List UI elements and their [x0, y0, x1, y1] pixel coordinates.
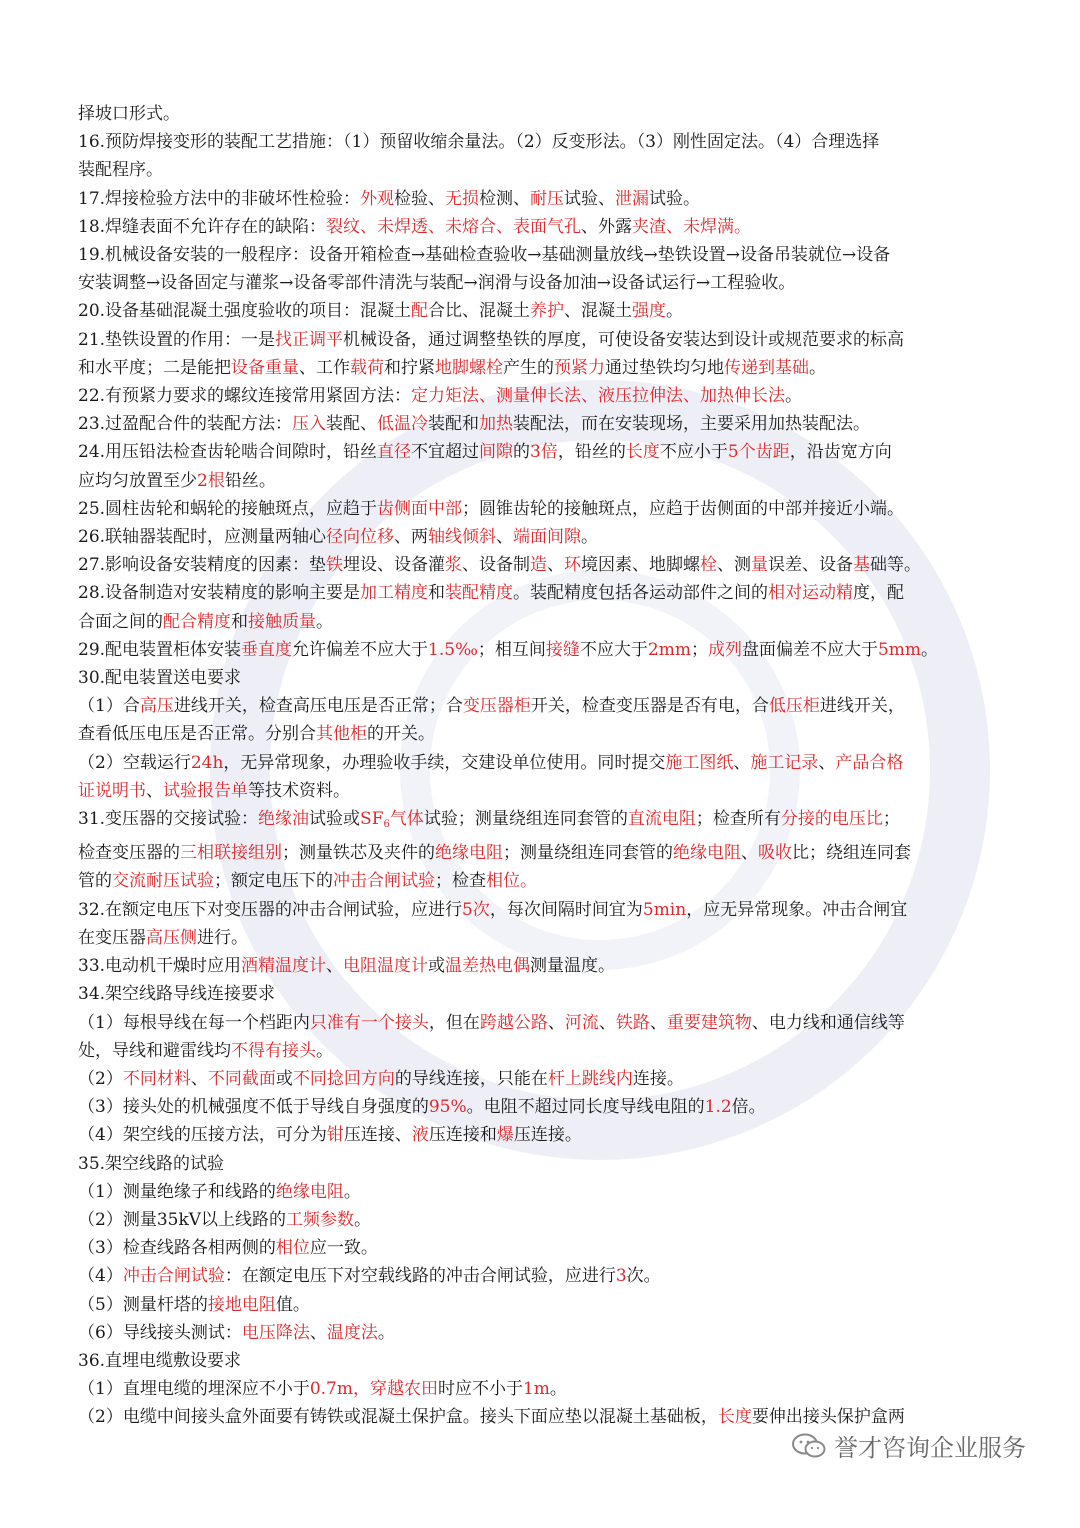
- highlight-text: 温差热电偶: [445, 956, 531, 977]
- body-text: ；: [690, 639, 708, 660]
- body-text: 、两: [394, 527, 429, 548]
- text-line: [78, 1234, 1008, 1262]
- text-line: [78, 896, 1008, 924]
- body-text: 和: [428, 583, 446, 604]
- body-text: ；检查: [435, 871, 486, 892]
- highlight-text: 三相联接组别: [180, 843, 282, 864]
- highlight-text: 5次: [462, 899, 490, 920]
- text-line: [78, 749, 1008, 777]
- body-text: 合比、混凝土: [428, 301, 531, 322]
- body-text: 铅丝。: [224, 470, 276, 491]
- body-text: 、: [818, 752, 836, 773]
- body-text: 压连接。: [513, 1125, 582, 1146]
- highlight-text: 绝缘电阻: [275, 1181, 344, 1202]
- text-line: [78, 1347, 1008, 1375]
- highlight-text: 液: [411, 1125, 429, 1146]
- body-text: ；检查所有: [695, 809, 781, 830]
- body-text: 、: [190, 1068, 208, 1089]
- highlight-text: 绝缘电阻: [435, 843, 503, 864]
- highlight-text: 养护: [530, 301, 565, 322]
- text-line: [78, 495, 1008, 523]
- text-line: [78, 636, 1008, 664]
- text-line: [78, 1037, 1008, 1065]
- text-line: [78, 924, 1008, 952]
- body-text: 32.在额定电压下对变压器的冲击合闸试验，应进行: [78, 899, 463, 920]
- highlight-text: 不得有接头: [231, 1040, 316, 1061]
- highlight-text: 绝缘电阻: [673, 843, 741, 864]
- highlight-text: 施工记录: [750, 752, 819, 773]
- body-text: 处，导线和避雷线均: [78, 1040, 231, 1061]
- body-text: 27.影响设备安装精度的因素：垫: [78, 555, 327, 576]
- highlight-text: 0.7m，穿越: [309, 1379, 404, 1400]
- highlight-text: 加工精度: [360, 583, 429, 604]
- body-text: 、外露: [581, 216, 633, 237]
- highlight-text: 配合精度: [163, 611, 231, 632]
- body-text: 压连接和: [428, 1125, 497, 1146]
- body-text: 18.焊缝表面不允许存在的缺陷：: [78, 216, 327, 237]
- highlight-text: 载荷: [350, 357, 384, 378]
- body-text: 和水平度；二是能把: [78, 357, 231, 378]
- body-text: 和: [231, 611, 248, 632]
- body-text: 通过垫铁均匀地: [605, 357, 724, 378]
- highlight-text: 1.5‰: [428, 639, 478, 660]
- body-text: 。: [785, 386, 803, 407]
- highlight-text: 只准有一个接头: [309, 1012, 429, 1033]
- highlight-text: 外观: [360, 188, 395, 209]
- body-text: 28.设备制造对安装精度的影响主要是: [78, 583, 361, 604]
- body-text: （5）测量杆塔的: [78, 1294, 208, 1315]
- body-text: 35.架空线路的试验: [78, 1153, 225, 1174]
- highlight-text: 裂纹、未焊透、未熔合、表面气孔: [326, 216, 582, 237]
- text-line: [78, 1206, 1008, 1234]
- body-text: 。: [549, 1379, 567, 1400]
- body-text: 不宜超过: [411, 442, 480, 463]
- highlight-text: 3: [615, 1266, 627, 1287]
- body-text: 开关，检查变压器是否有电，合: [530, 696, 769, 717]
- body-text: 机械设备，通过调整垫铁的厚度，可使设备安装达到设计或规范要求的标高: [343, 329, 905, 350]
- body-text: 比；绕组连同套: [792, 843, 911, 864]
- body-text: 23.过盈配合件的装配方法：: [78, 414, 293, 435]
- body-text: 。: [316, 1040, 333, 1061]
- body-text: ；测量铁芯及夹件的: [282, 843, 435, 864]
- body-text: ，每次间隔时间宜为: [489, 899, 643, 920]
- body-text: 管的: [78, 871, 112, 892]
- text-line: [78, 128, 1008, 156]
- body-text: ，但在: [428, 1012, 480, 1033]
- body-text: 21.垫铁设置的作用：一是: [78, 329, 276, 350]
- highlight-text: 齿侧面中部: [377, 498, 463, 519]
- text-line: [78, 1178, 1008, 1206]
- body-text: 33.电动机干燥时应用: [78, 956, 242, 977]
- highlight-text: 5个齿距: [727, 442, 790, 463]
- text-line: [78, 805, 1008, 839]
- highlight-text: 径向位移: [326, 527, 395, 548]
- highlight-text: 低压柜: [768, 696, 820, 717]
- body-text: ；: [882, 809, 900, 830]
- highlight-text: 长度: [717, 1407, 752, 1428]
- body-text: ；测量绕组连同套管的: [503, 843, 673, 864]
- body-text: 或: [428, 956, 446, 977]
- body-text: 20.设备基础混凝土强度验收的项目：混凝土: [78, 301, 412, 322]
- highlight-text: 造: [530, 555, 548, 576]
- body-text: 25.圆柱齿轮和蜗轮的接触斑点，应趋于: [78, 498, 378, 519]
- highlight-text: 产品合格: [835, 752, 904, 773]
- body-text: 16.预防焊接变形的装配工艺措施：（1）预留收缩余量法。（2）反变形法。（3）刚性固定法。（4）合理选择: [78, 132, 880, 153]
- body-text: 试验或: [309, 809, 361, 830]
- body-text: （1）合: [78, 696, 140, 717]
- body-text: 。: [581, 527, 599, 548]
- wechat-icon: [792, 1433, 826, 1459]
- highlight-text: 接缝: [545, 639, 580, 660]
- highlight-text: 试验报告单: [163, 780, 248, 801]
- text-line: [78, 579, 1008, 607]
- highlight-text: 爆: [496, 1125, 514, 1146]
- highlight-text: 装配精度: [445, 583, 514, 604]
- body-text: 、: [309, 1322, 327, 1343]
- highlight-text: 2根: [197, 470, 225, 491]
- body-text: 误差、设备: [768, 555, 854, 576]
- highlight-text: 铁路: [615, 1012, 650, 1033]
- body-text: 和拧紧: [384, 357, 435, 378]
- body-text: （3）接头处的机械强度不低于导线自身强度的: [78, 1097, 429, 1118]
- highlight-text: 定力矩法、测量伸长法、液压拉伸法、加热伸长法: [411, 386, 786, 407]
- text-line: [78, 382, 1008, 410]
- text-line: [78, 410, 1008, 438]
- body-text: 检查变压器的: [78, 843, 180, 864]
- highlight-text: 端面间隙: [513, 527, 582, 548]
- highlight-text: 找正调平: [275, 329, 344, 350]
- highlight-text: 绝缘油: [258, 809, 310, 830]
- highlight-text: 证说明书: [78, 780, 146, 801]
- body-text: 检验、: [394, 188, 446, 209]
- text-line: [78, 523, 1008, 551]
- text-line: [78, 1150, 1008, 1178]
- body-text: 。: [316, 611, 333, 632]
- body-text: 应一致。: [309, 1238, 378, 1259]
- text-line: [78, 1375, 1008, 1403]
- highlight-text: 工频参数: [286, 1209, 355, 1230]
- body-text: 、: [741, 843, 758, 864]
- highlight-text: 高压: [139, 696, 174, 717]
- body-text: 、: [598, 1012, 616, 1033]
- highlight-text: 95%: [428, 1097, 467, 1118]
- body-text: 允许偏差不应大于: [292, 639, 429, 660]
- body-text: 试验；测量绕组连同套管的: [423, 809, 628, 830]
- highlight-text: 不同捻回方向: [292, 1068, 395, 1089]
- body-text: 、: [146, 780, 163, 801]
- highlight-text: 泄漏: [615, 188, 650, 209]
- highlight-text: 1m: [522, 1379, 550, 1400]
- highlight-text: 跨越公路: [479, 1012, 548, 1033]
- highlight-text: 接触质量: [248, 611, 316, 632]
- body-text: 、测: [717, 555, 752, 576]
- text-line: [78, 326, 1008, 354]
- highlight-text: 直径: [377, 442, 412, 463]
- highlight-text: 不同材料: [122, 1068, 191, 1089]
- body-text: 22.有预紧力要求的螺纹连接常用紧固方法：: [78, 386, 412, 407]
- body-text: 、: [649, 1012, 667, 1033]
- body-text: 不应小于: [659, 442, 728, 463]
- highlight-text: 1.2: [704, 1097, 732, 1118]
- highlight-text: 长度: [625, 442, 660, 463]
- body-text: 值。: [275, 1294, 310, 1315]
- body-text: 合面之间的: [78, 611, 163, 632]
- body-text: 24.用压铅法检查齿轮啮合间隙时，铅丝: [78, 442, 378, 463]
- highlight-text: 河流: [564, 1012, 599, 1033]
- body-text: 34.架空线路导线连接要求: [78, 984, 276, 1005]
- body-text: 。: [354, 1209, 372, 1230]
- highlight-text: 其他柜: [316, 724, 367, 745]
- body-text: ，无异常现象，办理验收手续，交建设单位使用。同时提交: [223, 752, 666, 773]
- body-text: 装配和: [428, 414, 480, 435]
- body-text: 。装配精度包括各运动部件之间的: [513, 583, 769, 604]
- body-text: 。: [666, 301, 684, 322]
- highlight-text: 量: [751, 555, 769, 576]
- body-text: （2）测量35kV以上线路的: [78, 1209, 287, 1230]
- highlight-text: 重要建筑物: [666, 1012, 752, 1033]
- text-line: [78, 241, 1008, 269]
- text-line: [78, 1093, 1008, 1121]
- body-text: 的开关。: [367, 724, 435, 745]
- body-text: （1）每根导线在每一个档距内: [78, 1012, 310, 1033]
- text-line: [78, 664, 1008, 692]
- document-body: [78, 100, 1008, 1432]
- highlight-text: 变压器柜: [462, 696, 531, 717]
- body-text: 应均匀放置至少: [78, 470, 197, 491]
- highlight-text: 冲击合闸试验: [333, 871, 435, 892]
- text-line: [78, 1319, 1008, 1347]
- text-line: [78, 467, 1008, 495]
- text-line: [78, 1009, 1008, 1037]
- body-text: 装配、: [326, 414, 378, 435]
- highlight-text: 气体: [389, 809, 424, 830]
- highlight-text: 配: [411, 301, 429, 322]
- text-line: [78, 777, 1008, 805]
- highlight-text: 5min: [642, 899, 687, 920]
- body-text: 产生的: [503, 357, 554, 378]
- body-text: 压连接、: [343, 1125, 412, 1146]
- footer-brand: [792, 1428, 1026, 1463]
- text-line: [78, 438, 1008, 466]
- body-text: （1）测量绝缘子和线路的: [78, 1181, 276, 1202]
- body-text: 。: [809, 357, 826, 378]
- body-text: 装配程序。: [78, 160, 163, 181]
- highlight-text: 铁: [326, 555, 344, 576]
- highlight-text: 预紧力: [554, 357, 605, 378]
- body-text: ；圆锥齿轮的接触斑点，应趋于齿侧面的中部并接近小端。: [462, 498, 905, 519]
- body-text: 30.配电装置送电要求: [78, 668, 242, 689]
- body-text: 36.直埋电缆敷设要求: [78, 1350, 242, 1371]
- highlight-text: 浆: [445, 555, 463, 576]
- body-text: 的: [513, 442, 531, 463]
- text-line: [78, 720, 1008, 748]
- highlight-text: 5mm: [877, 639, 922, 660]
- highlight-text: 施工图纸: [665, 752, 734, 773]
- highlight-text: 电阻温度计: [343, 956, 429, 977]
- body-text: 测量温度。: [530, 956, 616, 977]
- body-text: （6）导线接头测试：: [78, 1322, 242, 1343]
- text-line: [78, 269, 1008, 297]
- text-line: [78, 608, 1008, 636]
- body-text: 查看低压电压是否正常。分别合: [78, 724, 316, 745]
- body-text: 度，配: [853, 583, 905, 604]
- highlight-text: 地脚螺栓: [435, 357, 503, 378]
- body-text: 29.配电装置柜体安装: [78, 639, 242, 660]
- highlight-text: 相位: [275, 1238, 310, 1259]
- highlight-text: 垂直度: [241, 639, 293, 660]
- body-text: 、: [326, 956, 344, 977]
- body-text: 、工作: [299, 357, 350, 378]
- body-text: 、设备制: [462, 555, 531, 576]
- text-line: [78, 213, 1008, 241]
- body-text: （1）直埋电缆的埋深应不小于: [78, 1379, 310, 1400]
- body-text: 装配法，而在安装现场，主要采用加热装配法。: [513, 414, 871, 435]
- body-text: 连接。: [632, 1068, 684, 1089]
- highlight-text: 相对运动精: [768, 583, 854, 604]
- highlight-text: 冲击合闸试验: [122, 1266, 225, 1287]
- text-line: [78, 551, 1008, 579]
- text-line: [78, 100, 1008, 128]
- body-text: （4）: [78, 1266, 123, 1287]
- highlight-text: 直流电阻: [627, 809, 696, 830]
- body-text: 、混凝土: [564, 301, 633, 322]
- highlight-text: 3倍: [530, 442, 558, 463]
- body-text: 在变压器: [78, 927, 146, 948]
- body-text: 要伸出接头保护盒两: [751, 1407, 905, 1428]
- body-text: 、: [733, 752, 751, 773]
- body-text: （2）电缆中间接头盒外面要有铸铁或混凝土保护盒。接头下面应垫以混凝土基础板，: [78, 1407, 718, 1428]
- text-line: [78, 1291, 1008, 1319]
- highlight-text: 接地电阻: [207, 1294, 276, 1315]
- highlight-text: 轴线倾斜: [428, 527, 497, 548]
- body-text: ；额定电压下的: [214, 871, 333, 892]
- highlight-text: 无损: [445, 188, 480, 209]
- highlight-text: 栓: [700, 555, 718, 576]
- body-text: 、: [496, 527, 514, 548]
- body-text: 埋设、设备灌: [343, 555, 446, 576]
- body-text: ，铅丝的: [557, 442, 626, 463]
- highlight-text: 基: [853, 555, 871, 576]
- body-text: 。电阻不超过同长度导线电阻的: [466, 1097, 705, 1118]
- highlight-text: 设备重量: [231, 357, 299, 378]
- body-text: 安装调整→设备固定与灌浆→设备零部件清洗与装配→润滑与设备加油→设备试运行→工程验收。: [78, 273, 796, 294]
- body-text: 进线开关，检查高压电压是否正常；合: [173, 696, 463, 717]
- body-text: 倍。: [731, 1097, 766, 1118]
- highlight-text: 间隙: [479, 442, 514, 463]
- body-text: 不应大于: [579, 639, 648, 660]
- body-text: 、: [547, 1012, 565, 1033]
- body-text: （3）检查线路各相两侧的: [78, 1238, 276, 1259]
- highlight-text: SF: [360, 809, 384, 830]
- text-line: [78, 354, 1008, 382]
- body-text: 。: [343, 1181, 361, 1202]
- body-text: 进行。: [197, 927, 248, 948]
- body-text: 进线开关，: [819, 696, 905, 717]
- body-text: 。: [921, 639, 939, 660]
- highlight-text: 环: [564, 555, 582, 576]
- body-text: ，应无异常现象。冲击合闸宜: [686, 899, 908, 920]
- highlight-text: 6: [383, 819, 390, 831]
- highlight-text: 吸收: [758, 843, 792, 864]
- body-text: 。: [377, 1322, 395, 1343]
- body-text: 择坡口形式。: [78, 104, 180, 124]
- body-text: 时应不小于: [437, 1379, 523, 1400]
- body-text: 31.变压器的交接试验：: [78, 809, 259, 830]
- highlight-text: 耐压: [530, 188, 565, 209]
- highlight-text: 电压降法: [241, 1322, 310, 1343]
- body-text: 盘面偏差不应大于: [741, 639, 878, 660]
- body-text: 检测、: [479, 188, 531, 209]
- footer-text: 誉才咨询企业服务: [834, 1434, 1026, 1462]
- highlight-text: 温度法: [326, 1322, 378, 1343]
- body-text: （4）架空线的压接方法，可分为: [78, 1125, 327, 1146]
- highlight-text: 相位。: [486, 871, 537, 892]
- highlight-text: 强度: [632, 301, 667, 322]
- body-text: 、: [547, 555, 565, 576]
- body-text: 试验、: [564, 188, 616, 209]
- text-line: [78, 980, 1008, 1008]
- text-line: [78, 185, 1008, 213]
- body-text: 础等。: [870, 555, 922, 576]
- highlight-text: 压入: [292, 414, 327, 435]
- highlight-text: 高压侧: [146, 927, 197, 948]
- body-text: （2）: [78, 1068, 123, 1089]
- highlight-text: 成列: [707, 639, 742, 660]
- highlight-text: 酒精温度计: [241, 956, 327, 977]
- text-line: [78, 867, 1008, 895]
- body-text: 26.联轴器装配时，应测量两轴心: [78, 527, 327, 548]
- highlight-text: 低温冷: [377, 414, 429, 435]
- text-line: [78, 1121, 1008, 1149]
- text-line: [78, 839, 1008, 867]
- text-line: [78, 692, 1008, 720]
- text-line: [78, 952, 1008, 980]
- highlight-text: 夹渣、未焊满。: [632, 216, 752, 237]
- highlight-text: 不同截面: [207, 1068, 276, 1089]
- text-line: [78, 156, 1008, 184]
- body-text: 境因素、地脚螺: [581, 555, 701, 576]
- highlight-text: 2mm: [647, 639, 691, 660]
- body-text: 等技术资料。: [248, 780, 350, 801]
- body-text: 或: [275, 1068, 293, 1089]
- text-line: [78, 1262, 1008, 1290]
- body-text: 试验。: [649, 188, 701, 209]
- highlight-text: 农田: [403, 1379, 438, 1400]
- highlight-text: 24h: [190, 752, 224, 773]
- body-text: 、电力线和通信线等: [751, 1012, 905, 1033]
- body-text: ，沿齿宽方向: [789, 442, 892, 463]
- body-text: 的导线连接，只能在: [394, 1068, 548, 1089]
- text-line: [78, 297, 1008, 325]
- highlight-text: 加热: [479, 414, 514, 435]
- highlight-text: 钳: [326, 1125, 344, 1146]
- highlight-text: 杆上跳线内: [547, 1068, 633, 1089]
- body-text: ：在额定电压下对空载线路的冲击合闸试验，应进行: [224, 1266, 616, 1287]
- highlight-text: 分接的电压比: [780, 809, 883, 830]
- body-text: 19.机械设备安装的一般程序：设备开箱检查→基础检查验收→基础测量放线→垫铁设置→设备吊装就位→设备: [78, 245, 891, 266]
- text-line: [78, 1065, 1008, 1093]
- body-text: （2）空载运行: [78, 752, 191, 773]
- body-text: 17.焊接检验方法中的非破坏性检验：: [78, 188, 361, 209]
- body-text: 次。: [626, 1266, 661, 1287]
- highlight-text: 传递到基础: [724, 357, 809, 378]
- highlight-text: 交流耐压试验: [112, 871, 214, 892]
- body-text: ；相互间: [477, 639, 546, 660]
